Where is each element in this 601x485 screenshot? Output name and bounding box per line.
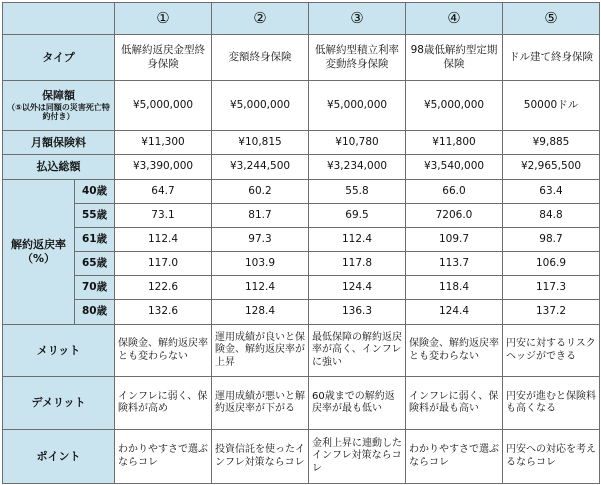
type-cell: 低解約型積立利率変動終身保険	[309, 35, 406, 81]
merit-label: メリット	[3, 325, 115, 377]
refund-cell: 112.4	[115, 228, 212, 252]
refund-row	[3, 252, 600, 276]
coverage-cell: 50000ドル	[503, 81, 600, 131]
refund-cell: 136.3	[309, 300, 406, 325]
refund-cell: 132.6	[115, 300, 212, 325]
type-label: タイプ	[3, 35, 115, 81]
corner-cell	[3, 3, 115, 35]
point-cell: わかりやすさで選ぶならコレ	[115, 430, 212, 484]
refund-cell: 137.2	[503, 300, 600, 325]
column-header-1: ①	[115, 3, 212, 35]
point-cell: 投資信託を使ったインフレ対策ならコレ	[212, 430, 309, 484]
column-header-4: ④	[406, 3, 503, 35]
refund-cell: 73.1	[115, 204, 212, 228]
refund-cell: 66.0	[406, 180, 503, 204]
refund-row	[3, 300, 600, 325]
monthly-cell: ¥11,800	[406, 131, 503, 155]
refund-row	[3, 180, 600, 204]
point-label: ポイント	[3, 430, 115, 484]
age-label: 65歳	[75, 252, 115, 276]
type-cell: ドル建て終身保険	[503, 35, 600, 81]
total-cell: ¥3,390,000	[115, 155, 212, 180]
refund-cell: 113.7	[406, 252, 503, 276]
refund-cell: 84.8	[503, 204, 600, 228]
coverage-cell: ¥5,000,000	[115, 81, 212, 131]
refund-cell: 112.4	[309, 228, 406, 252]
refund-row	[3, 228, 600, 252]
age-label: 80歳	[75, 300, 115, 325]
coverage-cell: ¥5,000,000	[309, 81, 406, 131]
coverage-cell: ¥5,000,000	[406, 81, 503, 131]
refund-cell: 7206.0	[406, 204, 503, 228]
refund-cell: 97.3	[212, 228, 309, 252]
total-label: 払込総額	[3, 155, 115, 180]
type-row	[3, 35, 600, 81]
total-cell: ¥3,244,500	[212, 155, 309, 180]
refund-cell: 103.9	[212, 252, 309, 276]
monthly-label: 月額保険料	[3, 131, 115, 155]
monthly-cell: ¥11,300	[115, 131, 212, 155]
refund-cell: 64.7	[115, 180, 212, 204]
refund-cell: 122.6	[115, 276, 212, 300]
header-row	[3, 3, 600, 35]
monthly-cell: ¥9,885	[503, 131, 600, 155]
refund-cell: 55.8	[309, 180, 406, 204]
monthly-cell: ¥10,815	[212, 131, 309, 155]
refund-cell: 124.4	[309, 276, 406, 300]
total-cell: ¥3,234,000	[309, 155, 406, 180]
refund-cell: 63.4	[503, 180, 600, 204]
refund-cell: 124.4	[406, 300, 503, 325]
demerit-cell: 円安が進むと保険料も高くなる	[503, 377, 600, 430]
age-label: 55歳	[75, 204, 115, 228]
monthly-cell: ¥10,780	[309, 131, 406, 155]
insurance-comparison-table	[2, 2, 600, 484]
age-label: 40歳	[75, 180, 115, 204]
merit-cell: 最低保障の解約返戻率が高く、インフレに強い	[309, 325, 406, 377]
refund-cell: 81.7	[212, 204, 309, 228]
coverage-label-text: 保障額	[42, 89, 75, 103]
merit-row	[3, 325, 600, 377]
refund-cell: 118.4	[406, 276, 503, 300]
refund-cell: 117.3	[503, 276, 600, 300]
refund-cell: 69.5	[309, 204, 406, 228]
age-label: 70歳	[75, 276, 115, 300]
demerit-label: デメリット	[3, 377, 115, 430]
merit-cell: 円安に対するリスクヘッジができる	[503, 325, 600, 377]
point-cell: わかりやすさで選ぶならコレ	[406, 430, 503, 484]
merit-cell: 保険金、解約返戻率とも変わらない	[115, 325, 212, 377]
point-cell: 金利上昇に連動したインフレ対策ならコレ	[309, 430, 406, 484]
monthly-row	[3, 131, 600, 155]
column-header-3: ③	[309, 3, 406, 35]
merit-cell: 保険金、解約返戻率とも変わらない	[406, 325, 503, 377]
point-cell: 円安への対応を考えるならコレ	[503, 430, 600, 484]
refund-label: 解約返戻率（%）	[3, 180, 75, 325]
type-cell: 変額終身保険	[212, 35, 309, 81]
refund-row	[3, 204, 600, 228]
demerit-cell: インフレに弱く、保険料が最も高い	[406, 377, 503, 430]
refund-cell: 60.2	[212, 180, 309, 204]
demerit-cell: インフレに弱く、保険料が高め	[115, 377, 212, 430]
demerit-cell: 運用成績が悪いと解約返戻率が下がる	[212, 377, 309, 430]
total-cell: ¥3,540,000	[406, 155, 503, 180]
point-row	[3, 430, 600, 484]
column-header-5: ⑤	[503, 3, 600, 35]
total-row	[3, 155, 600, 180]
coverage-cell: ¥5,000,000	[212, 81, 309, 131]
refund-cell: 128.4	[212, 300, 309, 325]
coverage-label	[3, 81, 115, 131]
refund-cell: 117.0	[115, 252, 212, 276]
age-label: 61歳	[75, 228, 115, 252]
coverage-label-note: （⑤以外は同額の災害死亡特約付き）	[7, 102, 110, 122]
refund-cell: 112.4	[212, 276, 309, 300]
type-cell: 98歳低解約型定期保険	[406, 35, 503, 81]
refund-row	[3, 276, 600, 300]
total-cell: ¥2,965,500	[503, 155, 600, 180]
refund-cell: 109.7	[406, 228, 503, 252]
refund-cell: 117.8	[309, 252, 406, 276]
demerit-row	[3, 377, 600, 430]
column-header-2: ②	[212, 3, 309, 35]
refund-cell: 106.9	[503, 252, 600, 276]
coverage-row	[3, 81, 600, 131]
type-cell: 低解約返戻金型終身保険	[115, 35, 212, 81]
refund-cell: 98.7	[503, 228, 600, 252]
demerit-cell: 60歳までの解約返戻率が最も低い	[309, 377, 406, 430]
merit-cell: 運用成績が良いと保険金、解約返戻率が上昇	[212, 325, 309, 377]
